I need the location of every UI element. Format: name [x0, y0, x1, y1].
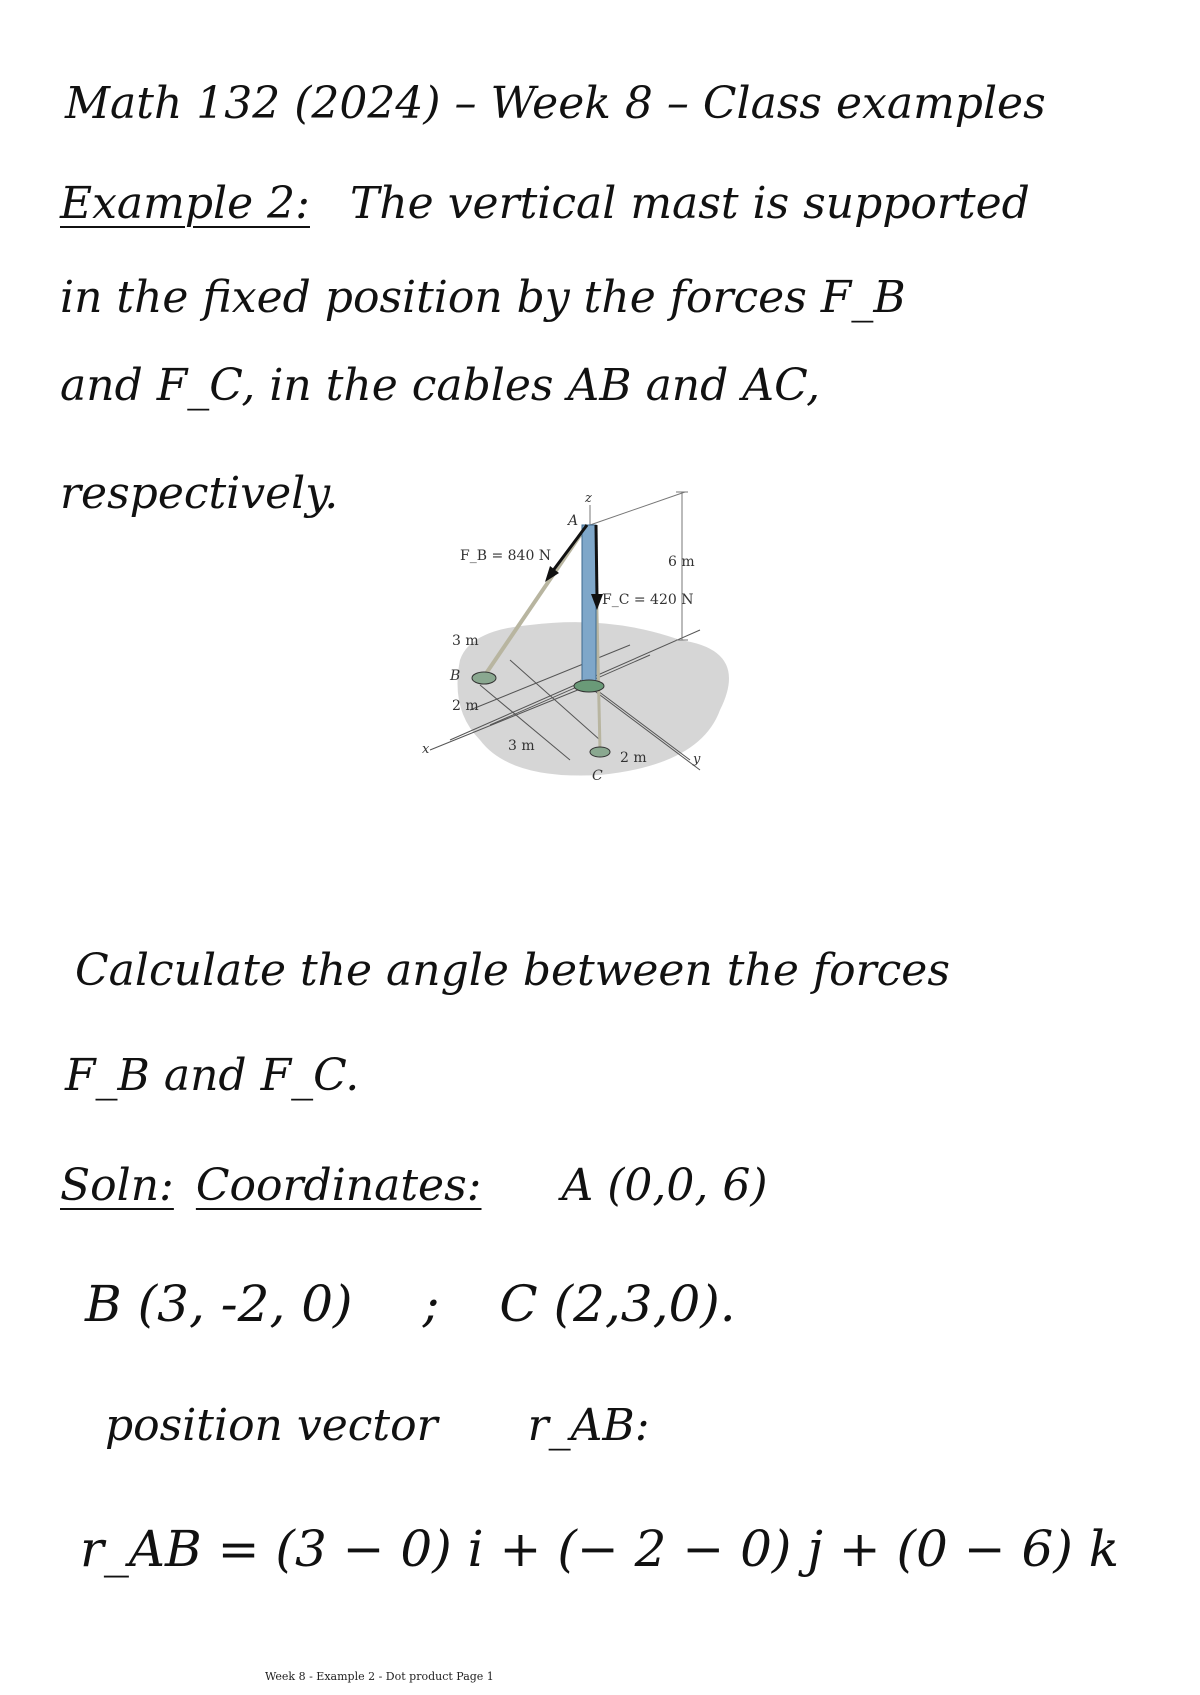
page-footer: Week 8 - Example 2 - Dot product Page 1 [265, 1670, 494, 1683]
axis-z-label: z [585, 491, 592, 506]
force-c-label: F_C = 420 N [602, 592, 694, 608]
height-label: 6 m [668, 554, 695, 570]
force-b-label: F_B = 840 N [460, 548, 552, 564]
axis-y-label: y [693, 752, 701, 767]
problem-line-2: in the fixed position by the forces F_B [60, 272, 906, 323]
example-label: Example 2: [60, 178, 310, 229]
dim-2m-c-label: 2 m [620, 750, 647, 766]
mast-figure [422, 491, 800, 870]
point-a-coordinates: A (0,0, 6) [561, 1160, 768, 1211]
question-line-1: Calculate the angle between the forces [75, 945, 950, 996]
question-line-2: F_B and F_C. [65, 1050, 360, 1101]
axis-x-label: x [422, 742, 430, 757]
dim-3m-c-label: 3 m [508, 738, 535, 754]
problem-line-3: and F_C, in the cables AB and AC, [60, 360, 821, 411]
mast [582, 525, 596, 685]
soln-label: Soln: [60, 1160, 174, 1211]
point-c-coordinates: C (2,3,0). [499, 1275, 736, 1333]
vector-equation: r_AB = (3 − 0) i + (− 2 − 0) j + (0 − 6) k [80, 1520, 1120, 1578]
force-c-arrow [596, 525, 597, 598]
solution-line [60, 1160, 768, 1211]
problem-line-4: respectively. [60, 468, 339, 519]
position-vector-line [105, 1400, 650, 1451]
coordinate-separator: ; [422, 1275, 440, 1333]
example-heading-line [60, 178, 1030, 229]
point-a-label: A [568, 513, 579, 529]
coordinates-label: Coordinates: [195, 1160, 482, 1211]
page-title: Math 132 (2024) – Week 8 – Class examples [65, 78, 1046, 129]
coordinates-line [85, 1275, 736, 1333]
point-b-label: B [450, 668, 461, 684]
anchor-c [590, 747, 610, 757]
position-vector-label: position vector [105, 1400, 438, 1451]
dim-2m-b-label: 2 m [452, 698, 479, 714]
problem-line-1: The vertical mast is supported [349, 178, 1030, 229]
point-b-coordinates: B (3, -2, 0) [85, 1275, 353, 1333]
mast-base [574, 680, 604, 692]
anchor-b [472, 672, 496, 684]
point-c-label: C [592, 768, 603, 784]
dim-3m-b-label: 3 m [452, 633, 479, 649]
vector-name: r_AB: [527, 1400, 650, 1451]
